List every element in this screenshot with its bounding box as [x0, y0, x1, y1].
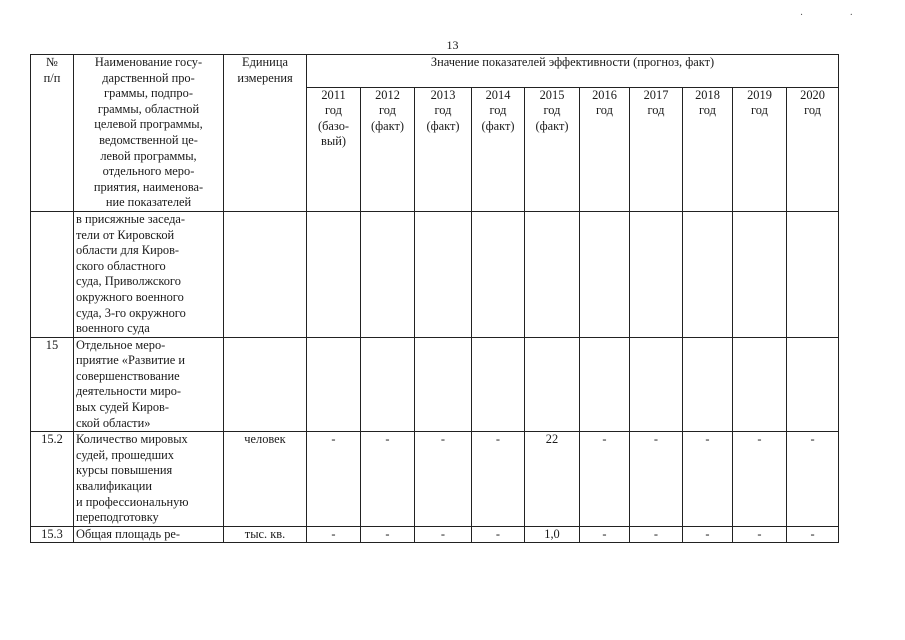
row-unit: тыс. кв. [224, 526, 307, 543]
header-year-8: 2019 год [733, 87, 787, 211]
row-indicator-name-text: Количество мировых судей, прошедших курсы повышения квалификации и профессиональную переподготовку [76, 432, 189, 525]
row-value-cell [787, 211, 839, 337]
table-row [31, 526, 839, 543]
row-number: 15 [31, 337, 74, 432]
row-value-cell [472, 337, 525, 432]
scan-marks: · · [799, 10, 875, 21]
row-unit: человек [224, 432, 307, 527]
header-year-3: 2014 год (факт) [472, 87, 525, 211]
row-value-cell: - [787, 526, 839, 543]
row-value-cell [580, 211, 630, 337]
table-body [31, 211, 839, 542]
header-name: Наименование госу- дарственной про- граммы, подпро- граммы, областной целевой программы, ведомственной це- левой программы, отдельного меро- приятия, наименова- ние показателей [74, 55, 224, 212]
row-unit [224, 211, 307, 337]
header-year-6: 2017 год [630, 87, 683, 211]
header-values-group: Значение показателей эффективности (прогноз, факт) [307, 55, 839, 88]
row-unit [224, 337, 307, 432]
row-value-cell [472, 211, 525, 337]
row-value-cell: - [733, 432, 787, 527]
row-value-cell: - [787, 432, 839, 527]
row-indicator-name [74, 432, 224, 527]
header-num: № п/п [31, 55, 74, 212]
row-number [31, 211, 74, 337]
row-value-cell: - [472, 526, 525, 543]
row-value-cell [361, 211, 415, 337]
row-value-cell: - [683, 526, 733, 543]
row-value-cell: - [361, 432, 415, 527]
row-value-cell [307, 211, 361, 337]
row-indicator-name-text: в присяжные заседа- тели от Кировской области для Киров- ского областного суда, Приволжского окружного военного суда, 3-го окружного военного суда [76, 211, 186, 336]
row-indicator-name-text: Общая площадь ре- [76, 526, 181, 541]
page-number: 13 [446, 38, 459, 52]
row-value-cell [415, 211, 472, 337]
header-unit: Единица измерения [224, 55, 307, 212]
row-value-cell [415, 337, 472, 432]
row-value-cell: - [307, 526, 361, 543]
row-value-cell [307, 337, 361, 432]
header-row-1 [31, 55, 839, 88]
row-value-cell: - [415, 432, 472, 527]
table-row [31, 432, 839, 527]
row-number: 15.2 [31, 432, 74, 527]
row-value-cell [787, 337, 839, 432]
row-value-cell [525, 211, 580, 337]
header-year-7: 2018 год [683, 87, 733, 211]
row-value-cell: - [580, 432, 630, 527]
row-indicator-name [74, 337, 224, 432]
row-value-cell: - [361, 526, 415, 543]
row-value-cell: - [683, 432, 733, 527]
row-value-cell: - [415, 526, 472, 543]
header-year-1: 2012 год (факт) [361, 87, 415, 211]
row-value-cell [580, 337, 630, 432]
table-row [31, 211, 839, 337]
row-value-cell [525, 337, 580, 432]
row-value-cell [683, 337, 733, 432]
row-value-cell: - [580, 526, 630, 543]
row-value-cell [361, 337, 415, 432]
row-value-cell [683, 211, 733, 337]
row-value-cell: - [733, 526, 787, 543]
row-value-cell: - [472, 432, 525, 527]
row-value-cell [630, 211, 683, 337]
header-year-5: 2016 год [580, 87, 630, 211]
header-year-0: 2011 год (базо- вый) [307, 87, 361, 211]
header-year-2: 2013 год (факт) [415, 87, 472, 211]
row-number: 15.3 [31, 526, 74, 543]
row-indicator-name [74, 211, 224, 337]
table-row [31, 337, 839, 432]
row-value-cell: - [630, 526, 683, 543]
row-value-cell: 1,0 [525, 526, 580, 543]
row-value-cell: - [307, 432, 361, 527]
row-indicator-name-text: Отдельное меро- приятие «Развитие и совершенствование деятельности миро- вых судей Киров- ской области» [76, 337, 186, 430]
row-value-cell [630, 337, 683, 432]
header-year-9: 2020 год [787, 87, 839, 211]
row-value-cell: 22 [525, 432, 580, 527]
indicators-table [30, 54, 839, 543]
row-value-cell [733, 337, 787, 432]
row-value-cell: - [630, 432, 683, 527]
header-year-4: 2015 год (факт) [525, 87, 580, 211]
row-value-cell [733, 211, 787, 337]
row-indicator-name [74, 526, 224, 543]
